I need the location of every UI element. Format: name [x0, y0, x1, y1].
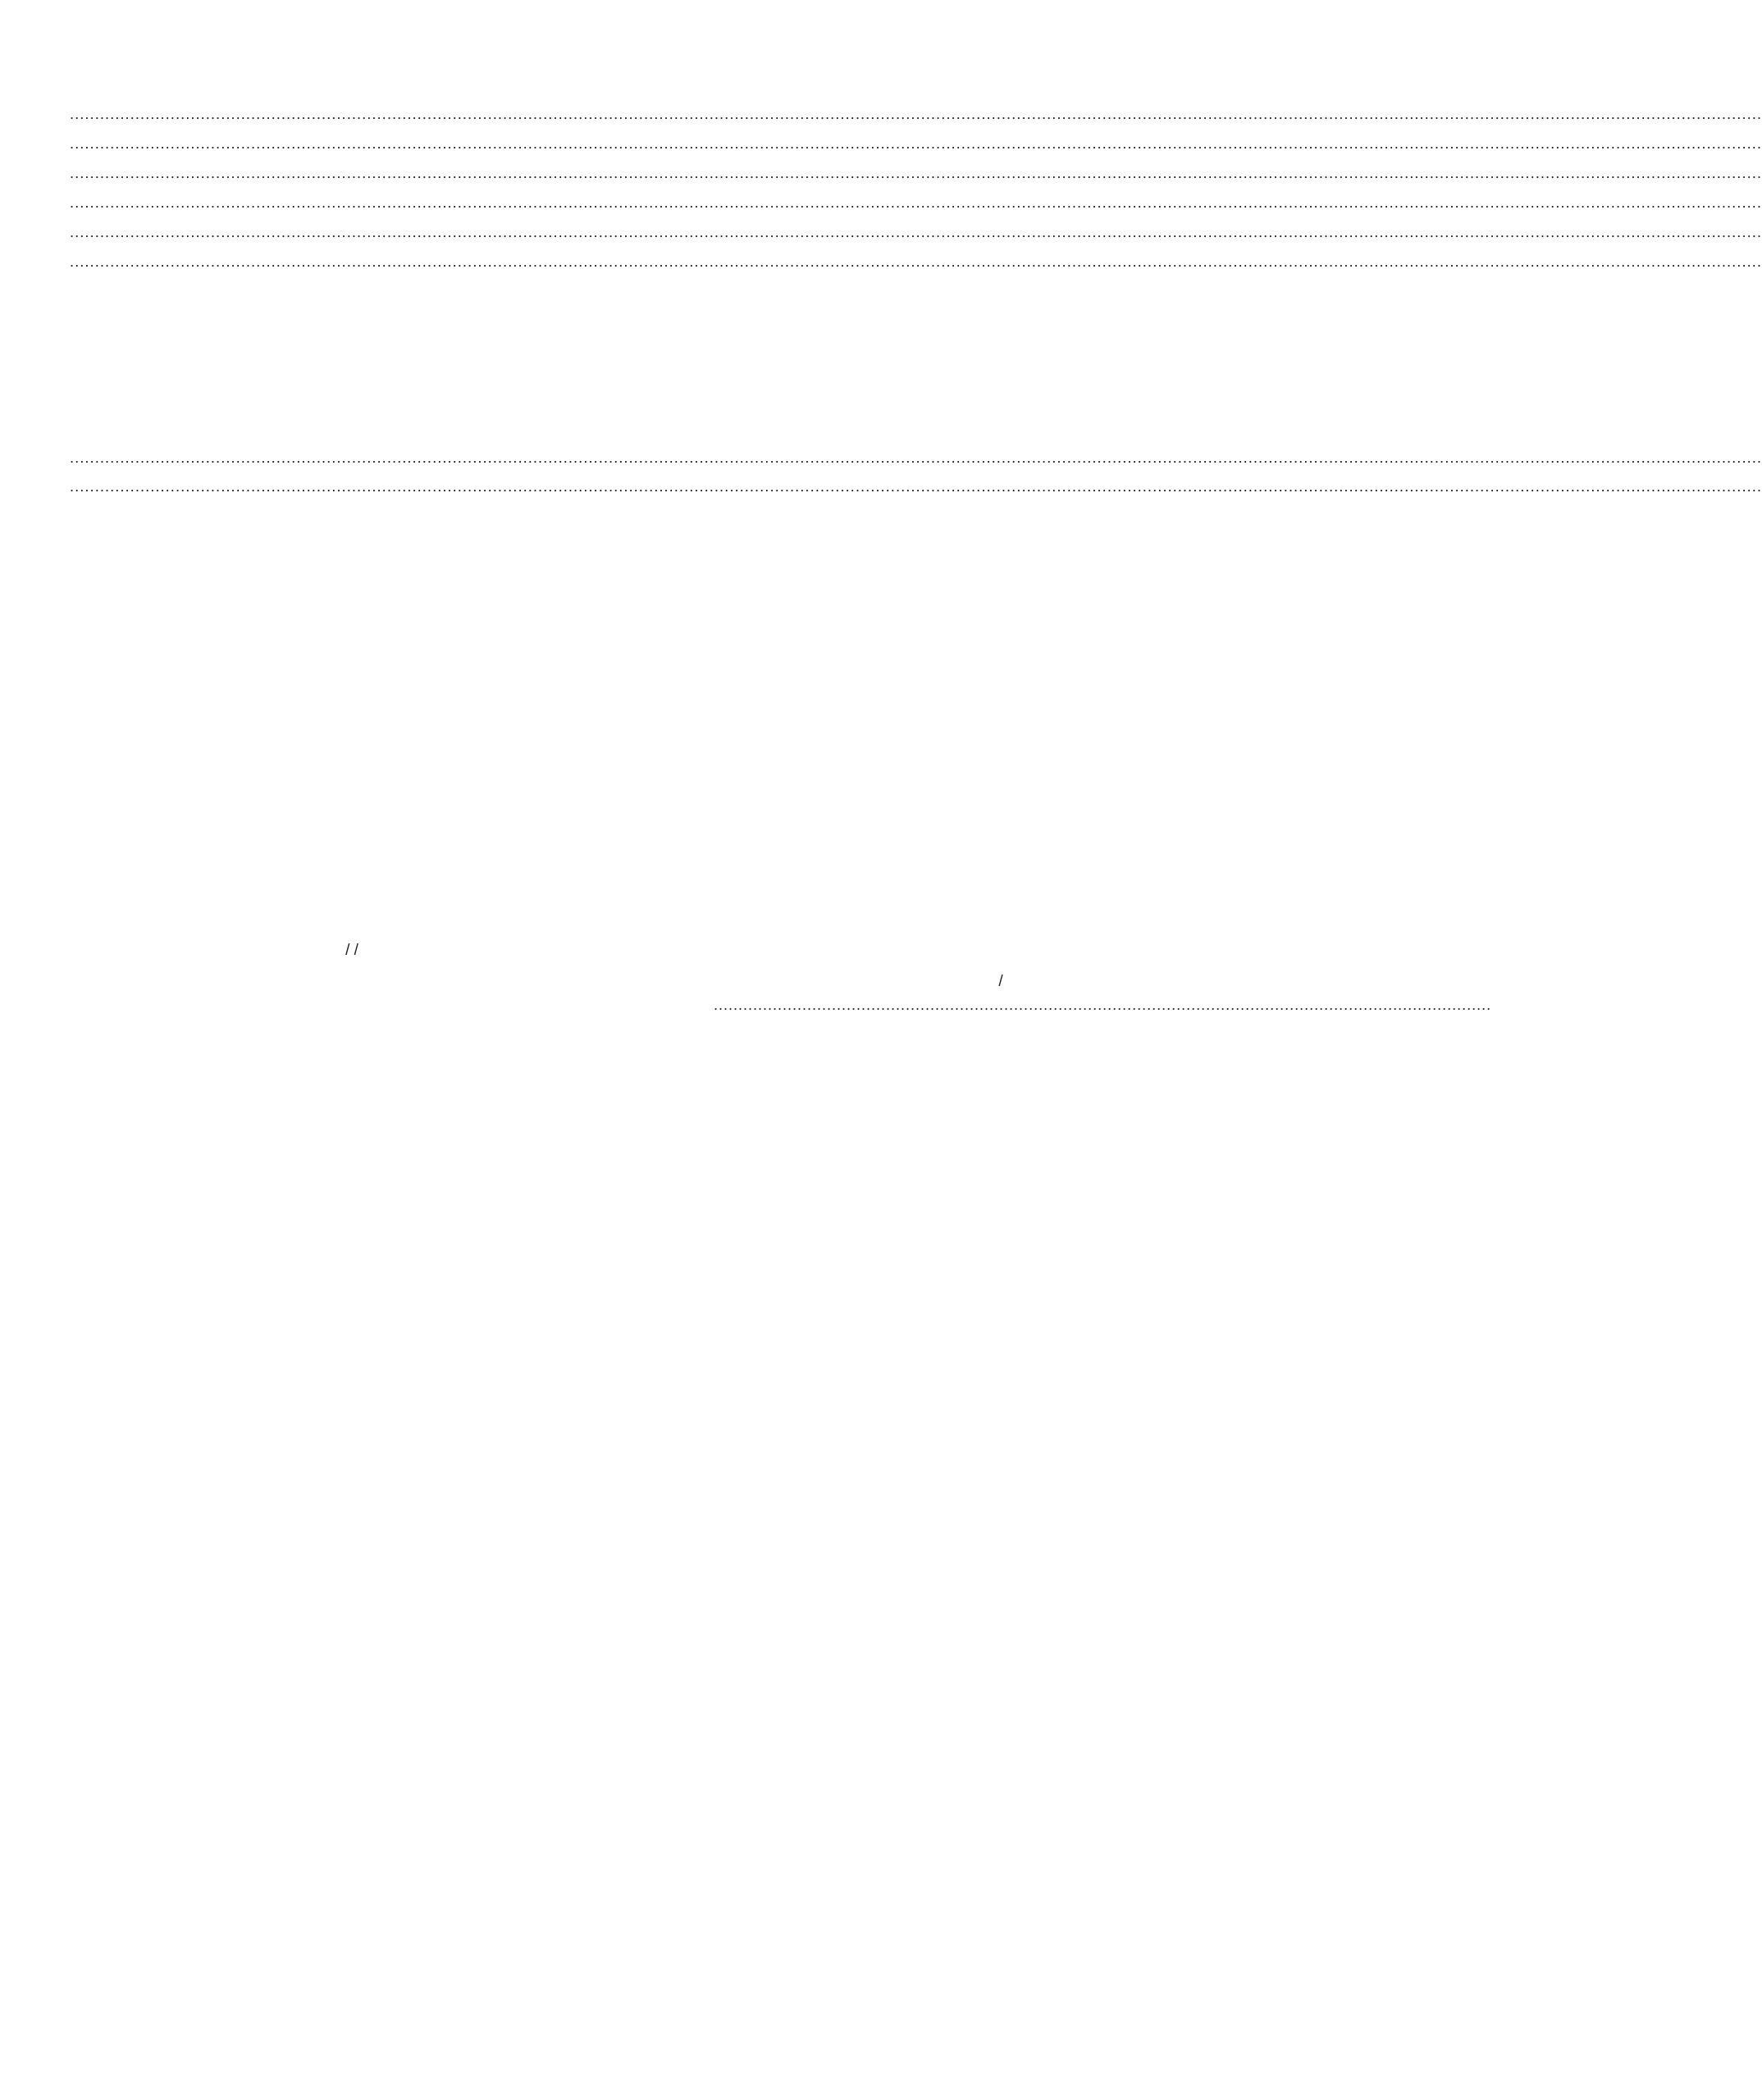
pasta-row [61, 449, 1286, 477]
create-your-own-column [714, 934, 1492, 1025]
entrees-row [61, 164, 1286, 192]
leader-dots [70, 105, 1762, 123]
specialty-pizza-prices: / / [345, 942, 358, 959]
create-your-own-prices: / [998, 973, 1003, 990]
divider-dots: .............................................................................................................................................................. [714, 997, 1492, 1013]
specialty-pizza-garlic-crust [61, 966, 643, 997]
leader-dots [70, 194, 1762, 212]
entrees-row [61, 105, 1286, 133]
entrees-row [61, 135, 1286, 162]
brunch-hours [0, 2002, 1358, 2020]
entrees-row [61, 194, 1286, 221]
create-your-own-subtitle [714, 934, 1288, 966]
leader-dots [70, 477, 1762, 495]
leader-dots [70, 223, 1762, 241]
entrees-row [61, 253, 1286, 281]
leader-dots [70, 253, 1762, 271]
specialty-pizzas-column [61, 934, 643, 997]
leader-dots [70, 449, 1762, 467]
entrees-row [61, 223, 1286, 251]
pasta-row [61, 477, 1286, 505]
leader-dots [70, 164, 1762, 182]
leader-dots [70, 135, 1762, 153]
